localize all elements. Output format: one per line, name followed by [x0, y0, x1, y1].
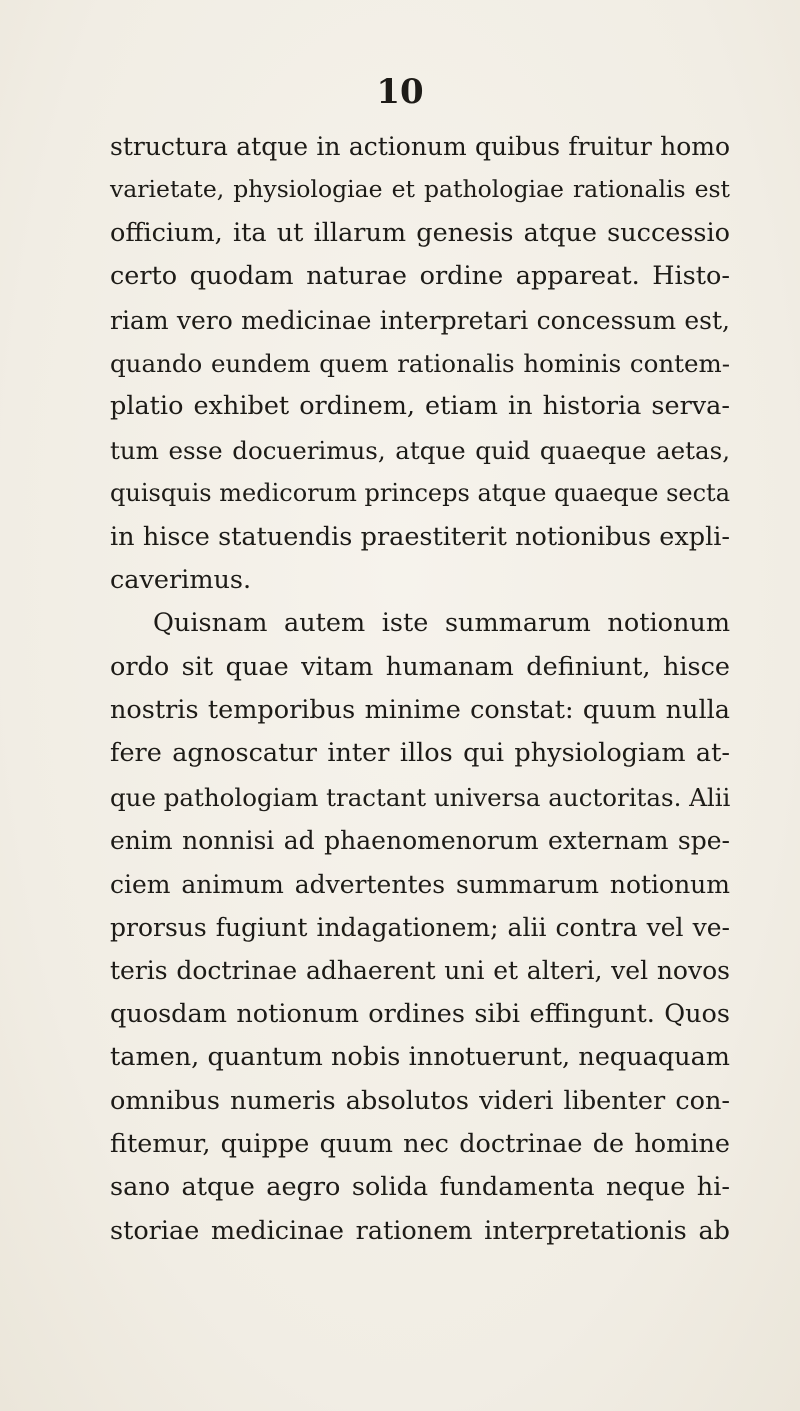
text-line: que pathologiam tractant universa auctoritas. Alii — [110, 782, 731, 812]
text-line: structura atque in actionum quibus fruitur homo — [110, 132, 730, 161]
text-line: nostris temporibus minime constat: quum nulla — [110, 695, 730, 726]
text-line: sano atque aegro solida fundamenta neque hi- — [110, 1172, 730, 1203]
text-line: quisquis medicorum princeps atque quaeque secta — [110, 479, 730, 508]
paragraph-start-line: Quisnam autem iste summarum notionum — [153, 608, 730, 639]
text-line: platio exhibet ordinem, etiam in historia serva- — [110, 391, 730, 422]
text-line: certo quodam naturae ordine appareat. Histo- — [110, 261, 730, 292]
page-number: 10 — [376, 72, 424, 112]
text-line: enim nonnisi ad phaenomenorum externam spe- — [110, 826, 730, 856]
text-line: officium, ita ut illarum genesis atque successio — [110, 217, 730, 248]
body-text — [110, 125, 730, 1253]
text-line: prorsus fugiunt indagationem; alii contra vel ve- — [110, 913, 730, 943]
text-line: storiae medicinae rationem interpretationis ab — [110, 1215, 730, 1246]
text-line: ciem animum advertentes summarum notionum — [110, 869, 730, 899]
text-line: quando eundem quem rationalis hominis contem- — [110, 348, 730, 378]
text-line: tum esse docuerimus, atque quid quaeque aetas, — [110, 435, 730, 465]
text-line: omnibus numeris absolutos videri libenter con- — [110, 1085, 730, 1116]
paragraph-end-line: caverimus. — [110, 564, 252, 595]
text-line: tamen, quantum nobis innotuerunt, nequaquam — [110, 1042, 730, 1073]
text-line: fitemur, quippe quum nec doctrinae de homine — [110, 1128, 730, 1159]
text-line: quosdam notionum ordines sibi effingunt. Quos — [110, 998, 730, 1029]
text-line: ordo sit quae vitam humanam definiunt, hisce — [110, 651, 730, 682]
text-line: varietate, physiologiae et pathologiae rationalis est — [110, 175, 730, 204]
text-line: riam vero medicinae interpretari concessum est, — [110, 305, 730, 335]
text-line: in hisce statuendis praestiterit notionibus expli- — [110, 521, 730, 552]
text-line: teris doctrinae adhaerent uni et alteri, vel novos — [110, 956, 730, 986]
text-line: fere agnoscatur inter illos qui physiologiam at- — [110, 738, 730, 769]
